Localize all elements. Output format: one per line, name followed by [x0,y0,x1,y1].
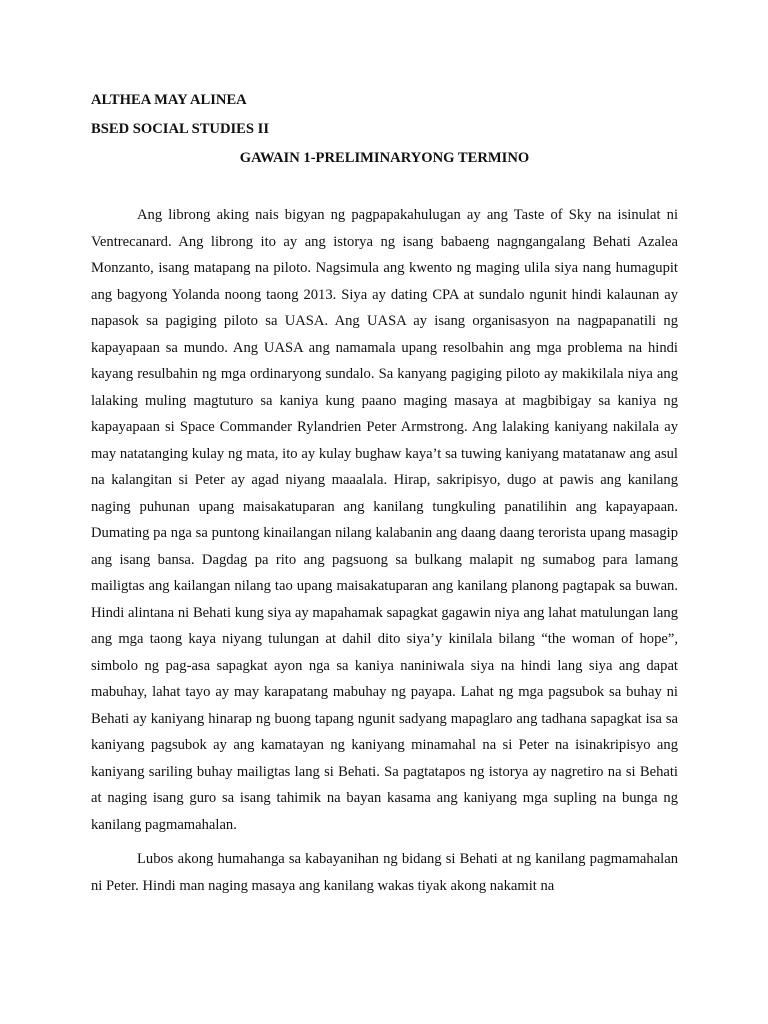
document-title: GAWAIN 1-PRELIMINARYONG TERMINO [239,150,530,166]
body-paragraph-1: Ang librong aking nais bigyan ng pagpapakahulugan ay ang Taste of Sky na isinulat ni Ventrecanard. Ang librong ito ay ang istorya ng isang babaeng nagngangalang Behati Azalea Monzanto, isang matapang na piloto. Nagsimula ang kwento ng maging ulila siya nang humagupit ang bagyong Yolanda noong taong 2013. Siya ay dating CPA at sundalo ngunit hindi kalaunan ay napasok sa pagiging piloto sa UASA. Ang UASA ay isang organisasyon na nagpapanatili ng kapayapaan sa mundo. Ang UASA ang namamala upang resolbahin ang mga problema na hindi kayang resulbahin ng mga ordinaryong sundalo. Sa kanyang pagiging piloto ay makikilala niya ang lalaking muling magtuturo sa kaniya kung paano maging masaya at magbibigay sa kaniya ng kapayapaan si Space Commander Rylandrien Peter Armstrong. Ang lalaking kaniyang nakilala ay may natatanging kulay ng mata, ito ay kulay bughaw kaya’t sa tuwing kaniyang matatanaw ang asul na kalangitan si Peter ay agad niyang maaalala. Hirap, sakripisyo, dugo at pawis ang kanilang naging puhunan upang maisakatuparan ang kanilang tungkuling panatilihin ang kapayapaan. Dumating pa nga sa puntong kinailangan nilang kalabanin ang daang daang terorista upang masagip ang isang bansa. Dagdag pa rito ang pagsuong sa bulkang malapit ng sumabog para lamang mailigtas ang kailangan nilang tao upang maisakatuparan ang kanilang planong pagtapak sa buwan. Hindi alintana ni Behati kung siya ay mapahamak sapagkat gagawin niya ang lahat matulungan lang ang mga taong kaya niyang tulungan at dahil dito siya’y kinilala bilang “the woman of hope”, simbolo ng pag-asa sapagkat ayon nga sa kaniya naniniwala siya na hindi lang siya ang dapat mabuhay, lahat tayo ay may karapatang mabuhay ng payapa. Lahat ng mga pagsubok sa buhay ni Behati ay kaniyang hinarap ng buong tapang ngunit sadyang mapaglaro ang tadhana sapagkat isa sa kaniyang pagsubok ay ang kamatayan ng kaniyang minamahal na si Peter na isinakripisyo ang kaniyang sariling buhay mailigtas lang si Behati. Sa pagtatapos ng istorya ay nagretiro na si Behati at naging isang guro sa isang tahimik na bayan kasama ang kaniyang mga supling na bunga ng kanilang pagmamahalan. [91,207,678,833]
author-name: ALTHEA MAY ALINEA [91,92,247,108]
course-label: BSED SOCIAL STUDIES II [91,121,270,137]
body-paragraph-2: Lubos akong humahanga sa kabayanihan ng bidang si Behati at ng kanilang pagmamahalan ni Peter. Hindi man naging masaya ang kanilang wakas tiyak akong nakamit na [91,851,678,894]
